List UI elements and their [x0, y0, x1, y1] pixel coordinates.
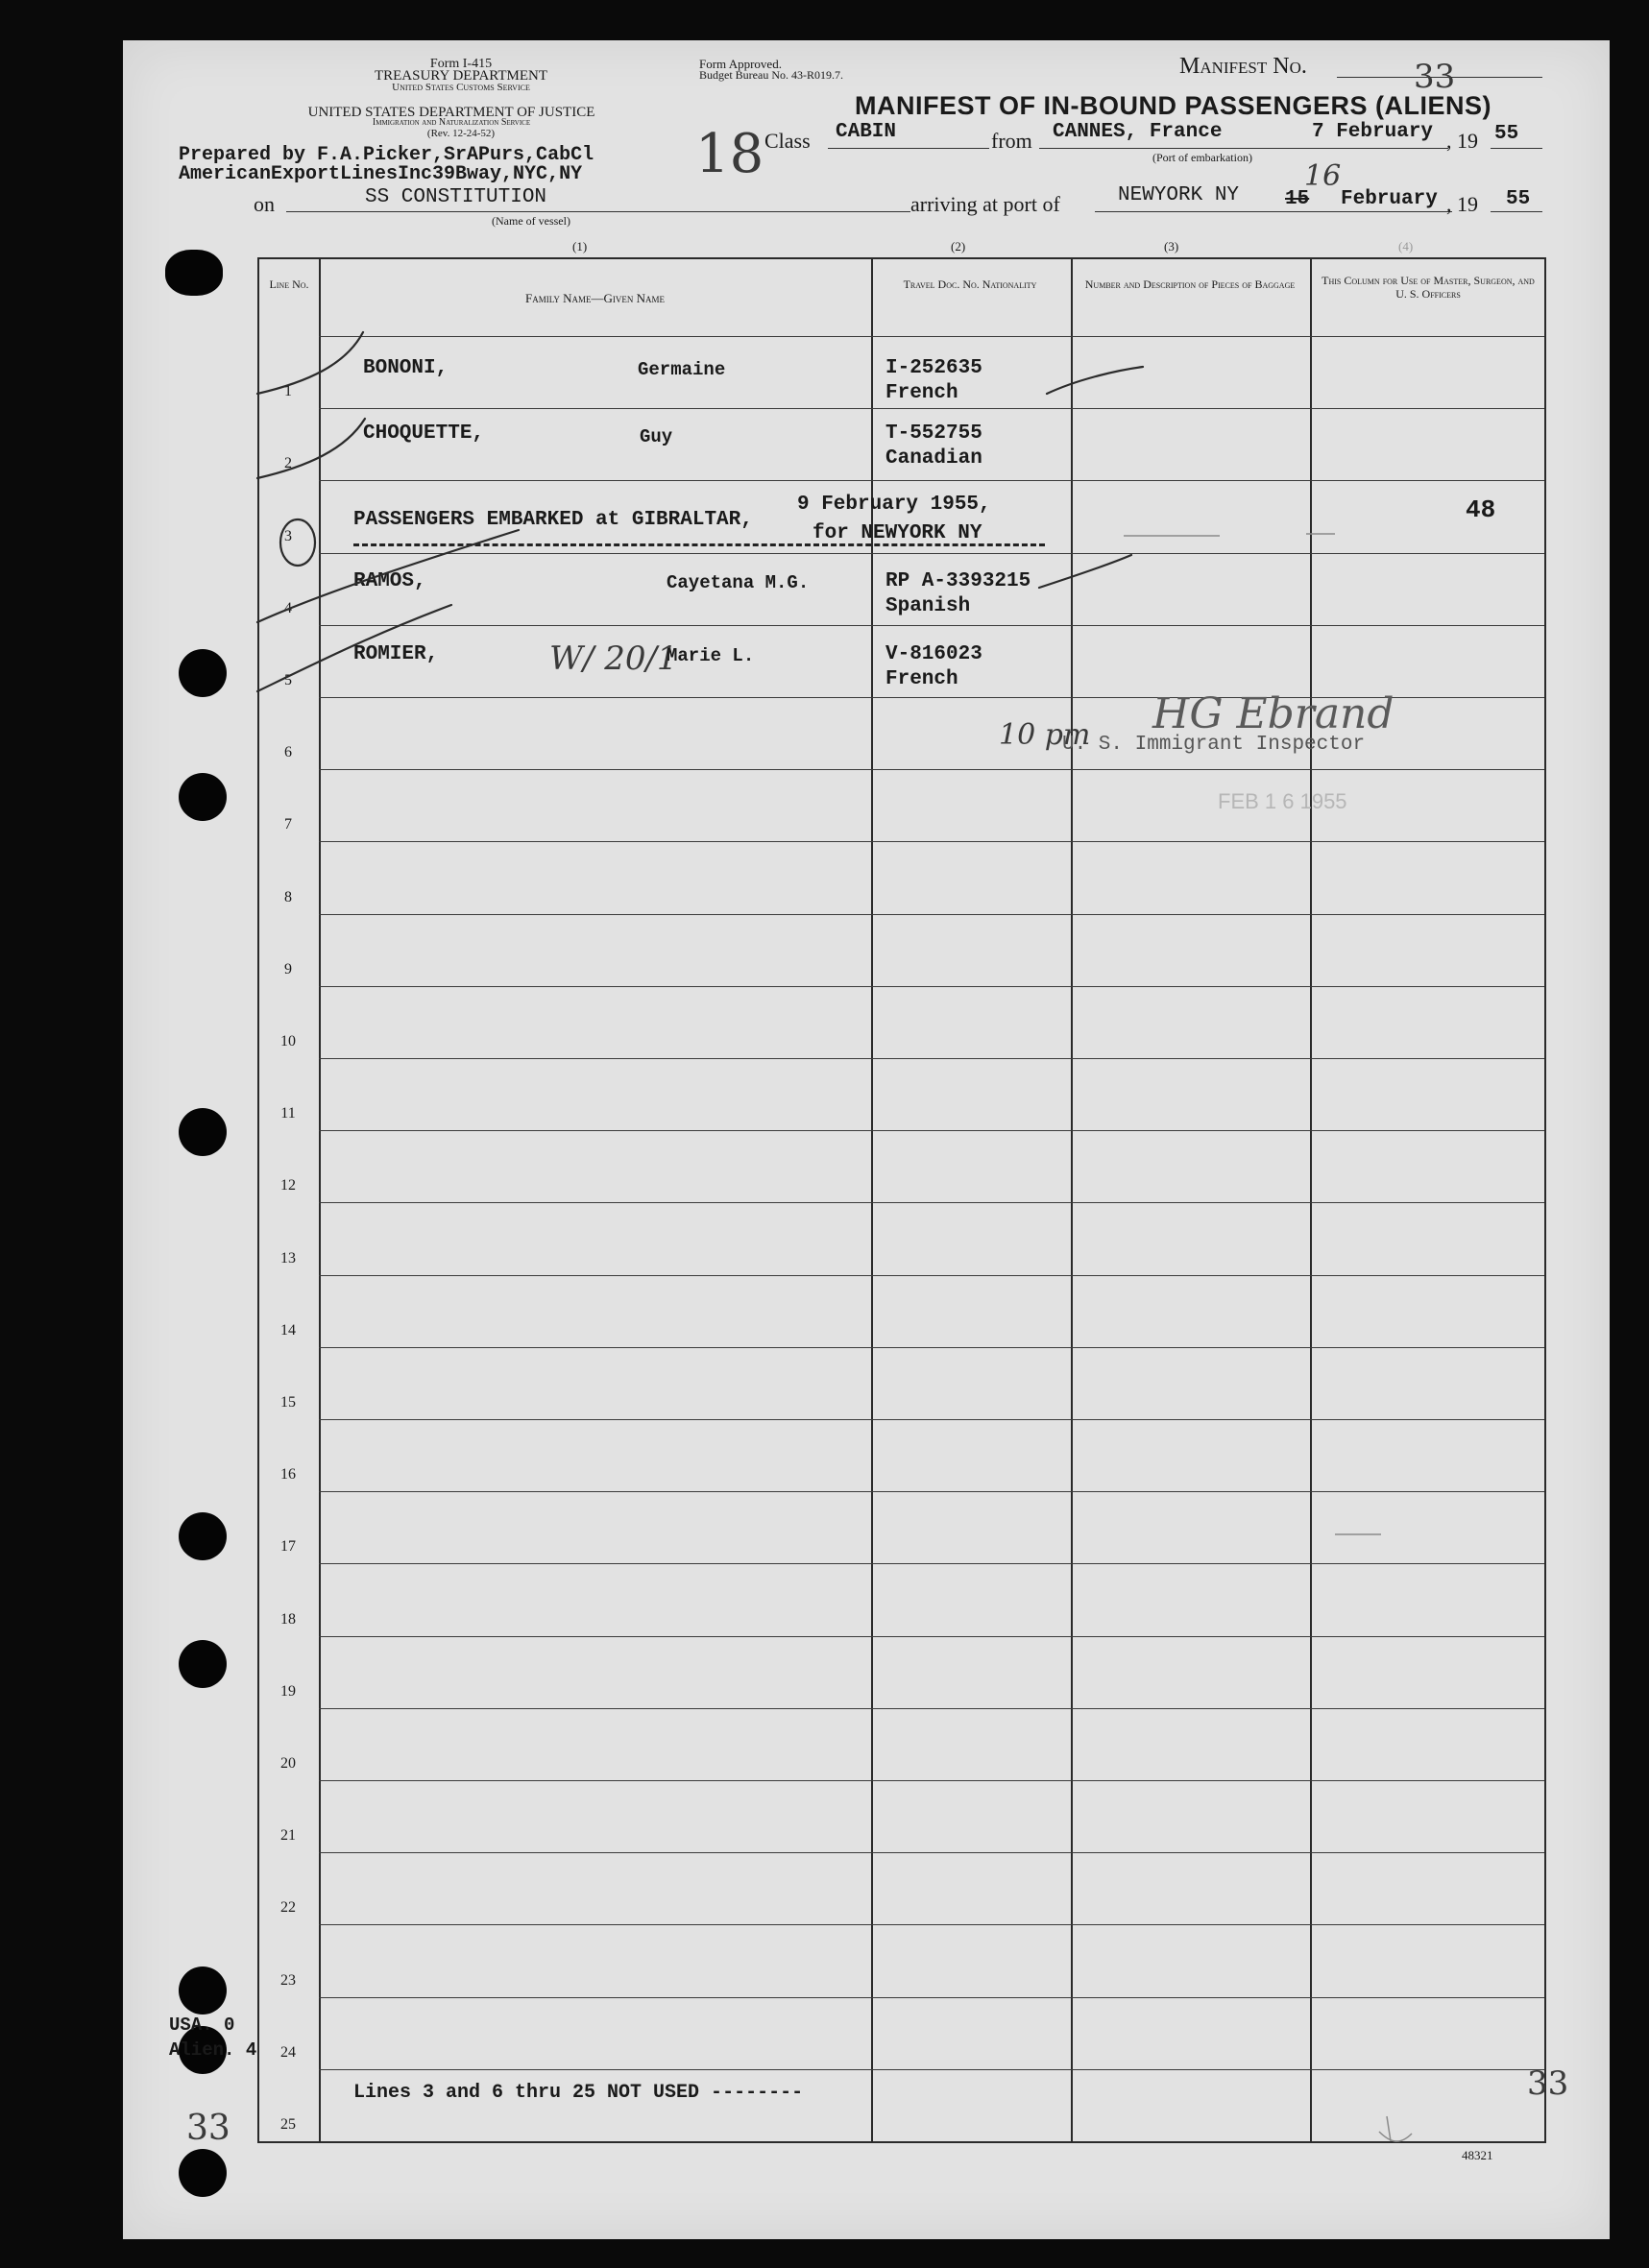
- handwritten-count: 18: [695, 123, 764, 185]
- vessel-name: SS CONSTITUTION: [365, 186, 547, 208]
- passenger-2-doc: T-552755: [885, 422, 982, 445]
- line-number: 18: [280, 1610, 296, 1628]
- baggage-header: Number and Description of Pieces of Baggage: [1084, 277, 1296, 291]
- passenger-5-nationality: French: [885, 668, 958, 690]
- class-value: CABIN: [836, 121, 897, 143]
- arrival-port: NEWYORK NY: [1118, 184, 1240, 206]
- depart-year: 55: [1494, 123, 1519, 145]
- line-number: 9: [284, 960, 292, 977]
- inspector-signature: HG Ebrand: [1152, 689, 1394, 738]
- line-number: 14: [280, 1321, 296, 1339]
- passenger-2-family: CHOQUETTE,: [363, 422, 485, 445]
- gibraltar-note: PASSENGERS EMBARKED at GIBRALTAR,: [353, 509, 753, 531]
- form-approved: Form Approved.: [699, 57, 782, 71]
- passenger-1-doc: I-252635: [885, 357, 982, 379]
- prepared-by: Prepared by F.A.Picker,SrAPurs,CabCl: [179, 144, 594, 166]
- line-number: 8: [284, 888, 292, 905]
- page-number-left: 33: [186, 2109, 230, 2148]
- travel-doc-header: Travel Doc. No. Nationality: [903, 277, 1037, 291]
- col-number-3: (3): [1164, 239, 1179, 253]
- passenger-5-given: Marie L.: [667, 645, 755, 666]
- manifest-number: 33: [1414, 58, 1456, 96]
- line-number: 11: [280, 1105, 296, 1122]
- passenger-2-nationality: Canadian: [885, 447, 982, 470]
- name-header: Family Name—Given Name: [525, 291, 665, 305]
- passenger-4-nationality: Spanish: [885, 595, 971, 617]
- line-number: 2: [284, 455, 292, 472]
- line-number: 10: [280, 1033, 296, 1050]
- arriving-label: arriving at port of: [910, 192, 1060, 216]
- passenger-2-given: Guy: [640, 426, 673, 447]
- line-number: 7: [284, 816, 292, 833]
- passenger-1-given: Germaine: [638, 359, 726, 380]
- arrival-year-prefix: , 19: [1446, 192, 1478, 216]
- margin-alien-count: Alien. 4: [169, 2039, 257, 2061]
- line-number: 5: [284, 672, 292, 688]
- gibraltar-destination: for NEWYORK NY: [812, 522, 982, 544]
- passenger-5-hand-note: W/ 20/1: [549, 639, 678, 678]
- customs-service: United States Customs Service: [392, 82, 530, 93]
- gibraltar-date: 9 February 1955,: [797, 494, 991, 516]
- on-label: on: [254, 192, 275, 216]
- class-label: Class: [764, 129, 811, 153]
- line-number: 15: [280, 1394, 296, 1411]
- form-number: Form I-415: [429, 57, 493, 71]
- page-number-right: 33: [1527, 2064, 1569, 2103]
- inspector-time-note: 10 pm: [999, 718, 1091, 752]
- line-number: 13: [280, 1249, 296, 1267]
- depart-date: 7 February: [1312, 121, 1434, 143]
- year-prefix: , 19: [1446, 129, 1478, 153]
- line-number: 3: [284, 527, 292, 544]
- line-number: 20: [280, 1755, 296, 1772]
- passenger-4-given: Cayetana M.G.: [667, 572, 810, 593]
- line-number: 25: [280, 2116, 296, 2133]
- arrival-day-handwritten: 16: [1304, 159, 1342, 193]
- inspection-date-stamp: FEB 1 6 1955: [1218, 789, 1347, 813]
- margin-usa-count: USA. 0: [169, 2015, 235, 2036]
- arrival-day-typed: 15: [1285, 188, 1310, 210]
- ins-service: Immigration and Naturalization Service: [372, 117, 531, 128]
- line-number: 1: [284, 383, 292, 400]
- passenger-4-doc: RP A-3393215: [885, 570, 1031, 592]
- col-number-1: (1): [572, 239, 588, 253]
- print-code: 48321: [1462, 2148, 1493, 2162]
- manifest-no-label: Manifest No.: [1179, 54, 1307, 79]
- passenger-1-family: BONONI,: [363, 357, 449, 379]
- line-number: 4: [284, 599, 292, 616]
- col-number-4: (4): [1398, 239, 1414, 253]
- line-number: 22: [280, 1899, 296, 1917]
- line-number: 24: [280, 2043, 296, 2061]
- company-name: AmericanExportLinesInc39Bway,NYC,NY: [179, 163, 583, 185]
- line-number: 12: [280, 1177, 296, 1194]
- arrival-year: 55: [1506, 188, 1531, 210]
- inspector-title: U. S. Immigrant Inspector: [1062, 734, 1366, 756]
- passenger-5-family: ROMIER,: [353, 643, 439, 665]
- line-number: 23: [280, 1971, 296, 1989]
- line-number: 21: [280, 1827, 296, 1845]
- justice-dept: UNITED STATES DEPARTMENT OF JUSTICE: [307, 105, 595, 120]
- passenger-1-nationality: French: [885, 382, 958, 404]
- from-label: from: [991, 129, 1032, 153]
- embark-port: CANNES, France: [1053, 121, 1223, 143]
- arrival-month: February: [1341, 188, 1438, 210]
- officer-mark: 48: [1466, 495, 1496, 524]
- line-no-header: Line No.: [269, 277, 309, 291]
- budget-bureau: Budget Bureau No. 43-R019.7.: [699, 68, 843, 82]
- passenger-4-family: RAMOS,: [353, 570, 426, 592]
- port-caption: (Port of embarkation): [1152, 151, 1252, 164]
- line-number: 16: [280, 1466, 296, 1484]
- line-number: 17: [280, 1538, 296, 1556]
- col-number-2: (2): [951, 239, 966, 253]
- line-number: 19: [280, 1682, 296, 1700]
- manifest-title: MANIFEST OF IN-BOUND PASSENGERS (ALIENS): [855, 91, 1492, 120]
- officer-use-header: This Column for Use of Master, Surgeon, and U. S. Officers: [1322, 274, 1535, 301]
- passenger-5-doc: V-816023: [885, 643, 982, 665]
- not-used-note: Lines 3 and 6 thru 25 NOT USED --------: [353, 2082, 804, 2104]
- form-revision: (Rev. 12-24-52): [426, 128, 496, 139]
- treasury-dept: TREASURY DEPARTMENT: [374, 68, 548, 84]
- vessel-caption: (Name of vessel): [492, 214, 570, 228]
- line-number: 6: [284, 744, 292, 761]
